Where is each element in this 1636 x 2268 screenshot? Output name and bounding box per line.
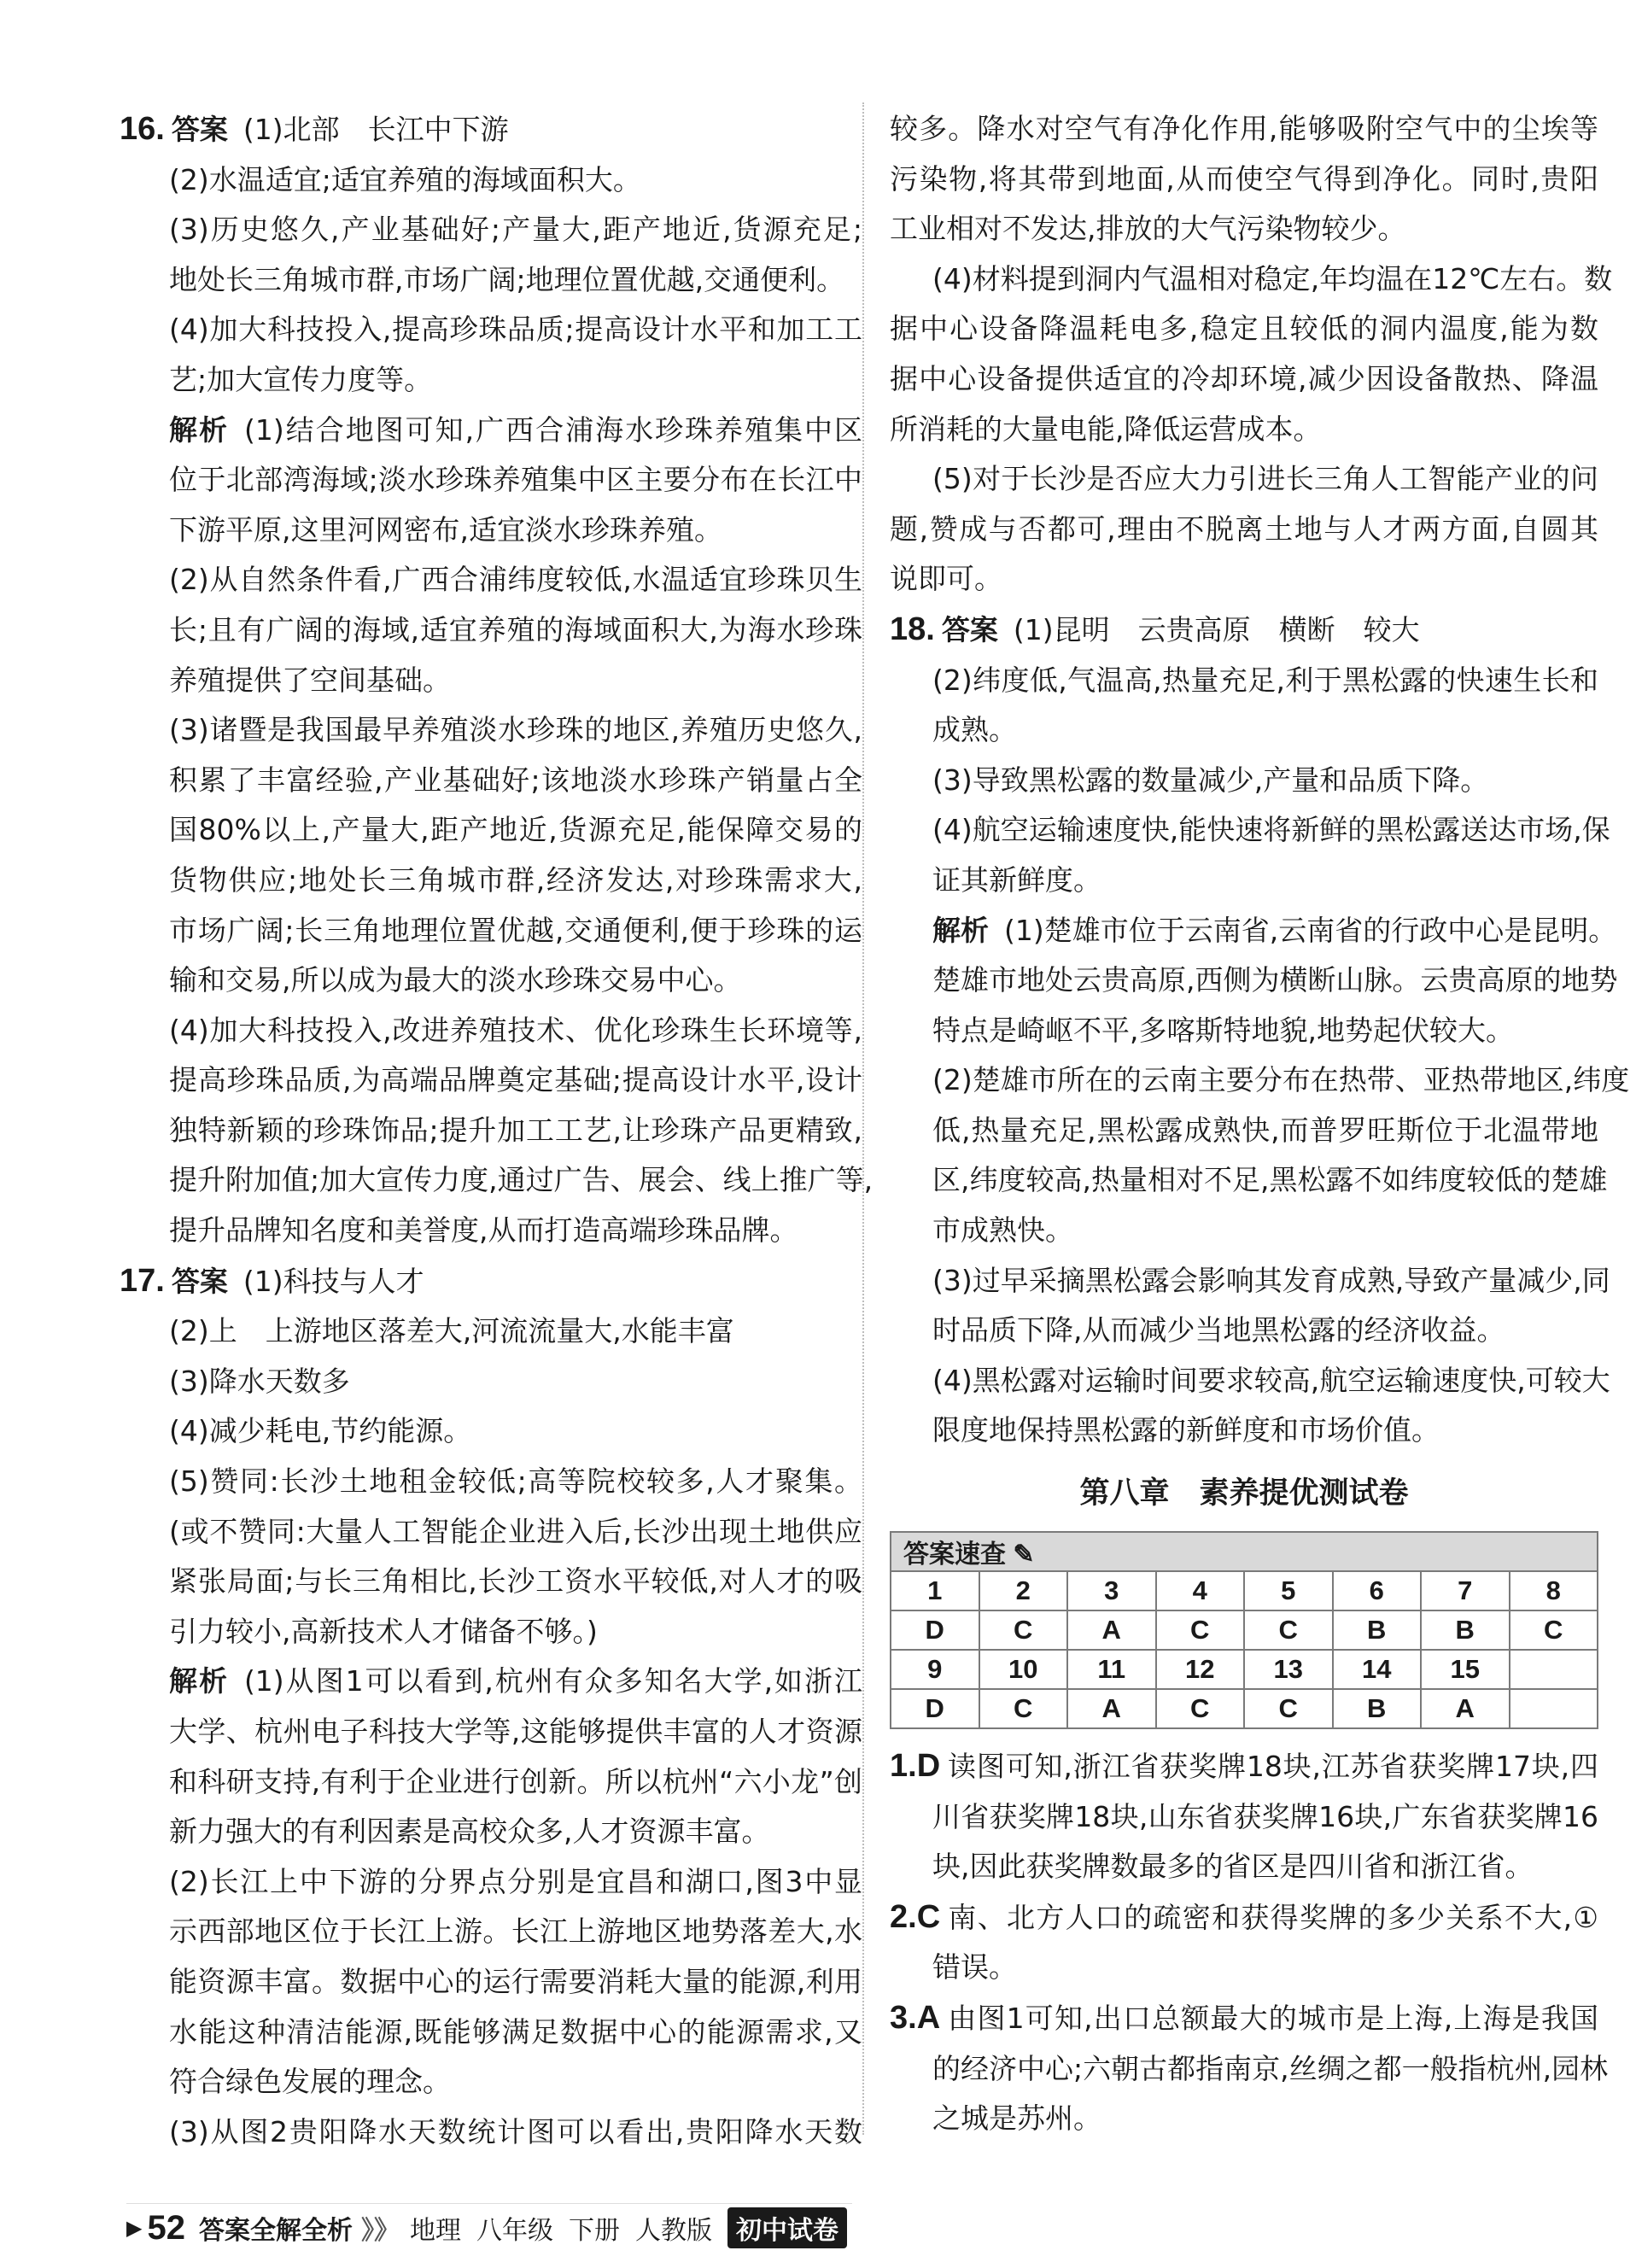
q18-answer-line: (2)纬度低,气温高,热量充足,利于黑松露的快速生长和 <box>932 663 1598 697</box>
page-number: 52 <box>147 2208 185 2247</box>
table-cell: B <box>1333 1610 1422 1650</box>
mcq-1-line: 块,因此获奖牌数最多的省区是四川省和浙江省。 <box>932 1850 1534 1884</box>
q16-analysis-line <box>126 406 862 456</box>
edition-label: 人教版 <box>634 2216 712 2246</box>
q17-analysis-line: 和科研支持,有利于企业进行创新。所以杭州“六小龙”创 <box>169 1764 862 1798</box>
column-divider <box>862 102 864 2135</box>
q17-analysis-line: 符合绿色发展的理念。 <box>169 2065 451 2099</box>
left-column <box>120 104 874 2157</box>
table-cell: C <box>979 1689 1068 1728</box>
pencil-icon: ✎ <box>1013 1540 1035 1569</box>
mcq-explanations <box>890 1741 1609 2144</box>
table-cell <box>1510 1650 1598 1689</box>
table-cell: D <box>891 1610 979 1650</box>
q16-analysis-line: 国80%以上,产量大,距产地近,货源充足,能保障交易的 <box>169 813 862 847</box>
table-cell: A <box>1421 1689 1510 1728</box>
table-cell <box>1510 1689 1598 1728</box>
mcq-1-line: 川省获奖牌18块,山东省获奖牌16块,广东省获奖牌16 <box>932 1799 1598 1833</box>
q16-analysis-line: 货物供应;地处长三角城市群,经济发达,对珍珠需求大, <box>169 862 862 897</box>
table-cell: 8 <box>1510 1571 1598 1610</box>
mcq-3-text: 由图1可知,出口总额最大的城市是上海,上海是我国 <box>947 2002 1598 2035</box>
table-cell: C <box>979 1610 1068 1650</box>
q17-analysis-text: (1)从图1可以看到,杭州有众多知名大学,如浙江 <box>243 1664 862 1698</box>
q17-cont-line: (5)对于长沙是否应大力引进长三角人工智能产业的问 <box>932 462 1598 496</box>
q17-answer-line: (5)赞同:长沙土地租金较低;高等院校较多,人才聚集。 <box>169 1464 862 1499</box>
q17-answer-text: (1)科技与人才 <box>242 1264 424 1298</box>
q17-cont-line: 据中心设备提供适宜的冷却环境,减少因设备散热、降温 <box>890 361 1598 395</box>
q17-answer-line: (2)上 上游地区落差大,河流流量大,水能丰富 <box>169 1314 734 1348</box>
table-cell: A <box>1067 1689 1156 1728</box>
right-column <box>890 104 1630 2144</box>
q16-analysis-line: 长;且有广阔的海域,适宜养殖的海域面积大,为海水珍珠 <box>169 612 862 646</box>
q17-answer-line <box>120 1256 862 1307</box>
page-footer <box>126 2207 847 2248</box>
q16-number: 16. <box>120 111 165 147</box>
table-cell: B <box>1333 1689 1422 1728</box>
mcq-2-line: 错误。 <box>932 1950 1017 1984</box>
table-cell: 14 <box>1333 1650 1422 1689</box>
table-cell: 9 <box>891 1650 979 1689</box>
q17-answer-line: (3)降水天数多 <box>169 1364 350 1398</box>
q17-answer-line: 紧张局面;与长三角相比,长沙工资水平较低,对人才的吸 <box>169 1564 862 1599</box>
chapter-title: 第八章 素养提优测试卷 <box>1079 1476 1409 1511</box>
q16-answer-line <box>120 104 862 155</box>
q16-analysis-line: 市场广阔;长三角地理位置优越,交通便利,便于珍珠的运 <box>169 913 862 947</box>
q18-analysis-text: (1)楚雄市位于云南省,云南省的行政中心是昆明。 <box>1004 913 1617 947</box>
q18-analysis-line: 市成熟快。 <box>932 1213 1073 1248</box>
q18-answer-line: (4)航空运输速度快,能快速将新鲜的黑松露送达市场,保 <box>932 813 1610 847</box>
mcq-1-text: 读图可知,浙江省获奖牌18块,江苏省获奖牌17块,四 <box>947 1750 1598 1784</box>
q18-number: 18. <box>890 611 935 647</box>
q18-analysis-line: 楚雄市地处云贵高原,西侧为横断山脉。云贵高原的地势 <box>932 963 1618 997</box>
table-cell: 10 <box>979 1650 1068 1689</box>
answer-table-header <box>891 1532 1598 1571</box>
table-cell: A <box>1067 1610 1156 1650</box>
q17-analysis-line: 示西部地区位于长江上游。长江上游地区地势落差大,水 <box>169 1914 862 1949</box>
table-cell: C <box>1156 1610 1245 1650</box>
answer-table-title: 答案速查 <box>903 1540 1006 1569</box>
q17-cont-line: 工业相对不发达,排放的大气污染物较少。 <box>890 212 1406 246</box>
table-cell: 5 <box>1244 1571 1333 1610</box>
q16-analysis-tag: 解析 <box>169 412 229 447</box>
q16-answer-line: (2)水温适宜;适宜养殖的海域面积大。 <box>169 162 641 196</box>
q16-answer-line: 艺;加大宣传力度等。 <box>169 362 433 396</box>
q17-cont-line: 污染物,将其带到地面,从而使空气得到净化。同时,贵阳 <box>890 161 1598 196</box>
q16-analysis-line: 输和交易,所以成为最大的淡水珍珠交易中心。 <box>169 963 742 997</box>
table-cell: D <box>891 1689 979 1728</box>
q18-answer-line: (3)导致黑松露的数量减少,产量和品质下降。 <box>932 763 1489 797</box>
q17-cont-line: (4)材料提到洞内气温相对稳定,年均温在12℃左右。数 <box>932 261 1613 295</box>
q17-analysis-tag: 解析 <box>169 1664 229 1698</box>
q17-cont-line: 所消耗的大量电能,降低运营成本。 <box>890 412 1322 446</box>
q18-analysis-line: 区,纬度较高,热量相对不足,黑松露不如纬度较低的楚雄 <box>932 1163 1608 1197</box>
q17-answer-line: 引力较小,高新技术人才储备不够。) <box>169 1614 598 1648</box>
series-title: 答案全解全析 <box>198 2216 353 2246</box>
mcq-3-line: 之城是苏州。 <box>932 2101 1101 2136</box>
q16-analysis-line: (4)加大科技投入,改进养殖技术、优化珍珠生长环境等, <box>169 1013 862 1047</box>
q16-answer-text: (1)北部 长江中下游 <box>242 113 509 146</box>
q16-answer-tag: 答案 <box>171 113 228 146</box>
mcq-2-line <box>890 1892 1598 1944</box>
answer-quick-table <box>890 1531 1598 1729</box>
q18-analysis-tag: 解析 <box>932 913 989 947</box>
table-cell: 7 <box>1421 1571 1510 1610</box>
q16-answer-line: (3)历史悠久,产业基础好;产量大,距产地近,货源充足; <box>169 213 862 247</box>
q16-analysis-line: 提升品牌知名度和美誉度,从而打造高端珍珠品牌。 <box>169 1213 798 1248</box>
answer-table-number-row <box>891 1650 1598 1689</box>
table-cell: 15 <box>1421 1650 1510 1689</box>
footer-rule <box>126 2203 852 2204</box>
answer-table-answer-row <box>891 1689 1598 1728</box>
volume-label: 下册 <box>568 2216 620 2246</box>
mcq-2-text: 南、北方人口的疏密和获得奖牌的多少关系不大,① <box>947 1900 1598 1934</box>
q16-analysis-line: 独特新颖的珍珠饰品;提升加工工艺,让珍珠产品更精致, <box>169 1113 862 1147</box>
q17-cont-line: 说即可。 <box>890 562 1002 596</box>
table-cell: C <box>1510 1610 1598 1650</box>
q16-analysis-line: (2)从自然条件看,广西合浦纬度较低,水温适宜珍珠贝生 <box>169 563 862 597</box>
mcq-3-number: 3.A <box>890 2000 941 2036</box>
mcq-2-number: 2.C <box>890 1898 941 1935</box>
table-cell: 11 <box>1067 1650 1156 1689</box>
q17-number: 17. <box>120 1262 165 1299</box>
q17-analysis-line: 新力强大的有利因素是高校众多,人才资源丰富。 <box>169 1815 770 1849</box>
q16-analysis-line: 积累了丰富经验,产业基础好;该地淡水珍珠产销量占全 <box>169 763 862 797</box>
q16-analysis-line: 提高珍珠品质,为高端品牌奠定基础;提高设计水平,设计 <box>169 1063 862 1097</box>
q18-answer-line <box>890 605 1598 656</box>
mcq-3-line: 的经济中心;六朝古都指南京,丝绸之都一般指杭州,园林 <box>932 2051 1609 2085</box>
q18-analysis-line: 时品质下降,从而减少当地黑松露的经济收益。 <box>932 1313 1505 1347</box>
exam-badge: 初中试卷 <box>727 2207 847 2248</box>
mcq-1-line <box>890 1741 1598 1792</box>
table-cell: 3 <box>1067 1571 1156 1610</box>
q18-answer-tag: 答案 <box>941 612 998 646</box>
q16-analysis-line: (3)诸暨是我国最早养殖淡水珍珠的地区,养殖历史悠久, <box>169 713 862 747</box>
q18-answer-line: 成熟。 <box>932 713 1017 747</box>
q18-analysis-line: (4)黑松露对运输时间要求较高,航空运输速度快,可较大 <box>932 1363 1610 1397</box>
q16-answer-line: (4)加大科技投入,提高珍珠品质;提高设计水平和加工工 <box>169 313 862 347</box>
q17-cont-line: 较多。降水对空气有净化作用,能够吸附空气中的尘埃等 <box>890 112 1598 145</box>
q18-analysis-line: 限度地保持黑松露的新鲜度和市场价值。 <box>932 1413 1440 1447</box>
table-cell: 13 <box>1244 1650 1333 1689</box>
subject-label: 地理 <box>409 2216 461 2246</box>
q17-answer-line: (4)减少耗电,节约能源。 <box>169 1414 472 1448</box>
table-cell: C <box>1244 1689 1333 1728</box>
q16-analysis-text: (1)结合地图可知,广西合浦海水珍珠养殖集中区 <box>243 412 863 447</box>
mcq-3-line <box>890 1993 1598 2044</box>
table-cell: C <box>1156 1689 1245 1728</box>
double-chevron-icon: 》》 <box>360 2216 400 2246</box>
q18-analysis-line: (2)楚雄市所在的云南主要分布在热带、亚热带地区,纬度 <box>932 1063 1630 1097</box>
q16-analysis-line: 位于北部湾海域;淡水珍珠养殖集中区主要分布在长江中 <box>169 463 862 497</box>
q17-analysis-line: (3)从图2贵阳降水天数统计图可以看出,贵阳降水天数 <box>169 2114 862 2148</box>
answer-table-answer-row <box>891 1610 1598 1650</box>
q17-cont-line: 题,赞成与否都可,理由不脱离土地与人才两方面,自圆其 <box>890 511 1598 546</box>
q17-answer-tag: 答案 <box>171 1264 228 1298</box>
table-cell: B <box>1421 1610 1510 1650</box>
q16-analysis-line: 下游平原,这里河网密布,适宜淡水珍珠养殖。 <box>169 512 722 547</box>
q16-analysis-line: 提升附加值;加大宣传力度,通过广告、展会、线上推广等, <box>169 1163 874 1197</box>
q17-analysis-line: 能资源丰富。数据中心的运行需要消耗大量的能源,利用 <box>169 1964 862 1998</box>
question-16 <box>120 104 874 1256</box>
table-cell: 6 <box>1333 1571 1422 1610</box>
q17-answer-line: (或不赞同:大量人工智能企业进入后,长沙出现土地供应 <box>169 1514 862 1548</box>
grade-label: 八年级 <box>476 2216 553 2246</box>
q18-analysis-line: 低,热量充足,黑松露成熟快,而普罗旺斯位于北温带地 <box>932 1113 1598 1147</box>
q17-analysis-continued <box>890 104 1613 605</box>
table-cell: 4 <box>1156 1571 1245 1610</box>
q18-analysis-line: 特点是崎岖不平,多喀斯特地貌,地势起伏较大。 <box>932 1013 1514 1047</box>
table-cell: 2 <box>979 1571 1068 1610</box>
q16-analysis-line: 养殖提供了空间基础。 <box>169 663 451 697</box>
table-cell: 12 <box>1156 1650 1245 1689</box>
q16-answer-line: 地处长三角城市群,市场广阔;地理位置优越,交通便利。 <box>169 262 845 296</box>
q18-analysis-line: (3)过早采摘黑松露会影响其发育成熟,导致产量减少,同 <box>932 1263 1610 1297</box>
table-cell: C <box>1244 1610 1333 1650</box>
q18-answer-text: (1)昆明 云贵高原 横断 较大 <box>1013 612 1420 646</box>
q18-analysis-line <box>890 906 1617 956</box>
table-cell: 1 <box>891 1571 979 1610</box>
q17-analysis-line: (2)长江上中下游的分界点分别是宜昌和湖口,图3中显 <box>169 1864 862 1898</box>
q17-analysis-line <box>126 1657 862 1707</box>
question-17 <box>120 1256 862 2158</box>
mcq-1-number: 1.D <box>890 1748 941 1785</box>
play-arrow-icon: ▶ <box>126 2216 143 2240</box>
question-18 <box>890 605 1630 1456</box>
q17-analysis-line: 水能这种清洁能源,既能够满足数据中心的能源需求,又 <box>169 2014 862 2049</box>
answer-table-number-row <box>891 1571 1598 1610</box>
q17-analysis-line: 大学、杭州电子科技大学等,这能够提供丰富的人才资源 <box>169 1715 862 1748</box>
q18-answer-line: 证其新鲜度。 <box>932 862 1101 897</box>
q17-cont-line: 据中心设备降温耗电多,稳定且较低的洞内温度,能为数 <box>890 312 1598 346</box>
